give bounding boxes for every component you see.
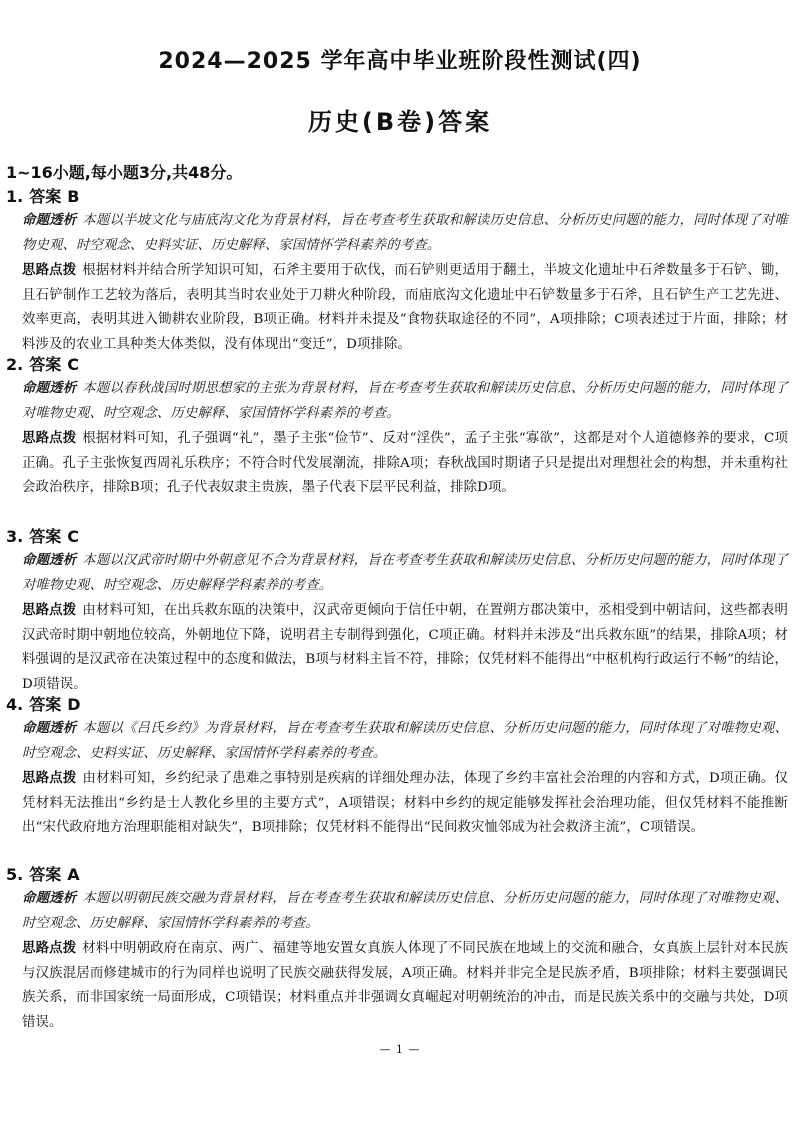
answer-letter: A: [67, 865, 80, 884]
intent-tag: 命题透析: [22, 890, 77, 906]
analysis-paragraph: [22, 766, 788, 841]
analysis-paragraph: [22, 598, 788, 697]
intent-paragraph: [22, 376, 788, 426]
intent-tag: 命题透析: [22, 720, 77, 736]
question-heading: [6, 526, 788, 548]
answer-label: 答案: [29, 355, 62, 374]
question-block-3: [6, 526, 788, 697]
analysis-text: 根据材料并结合所学知识可知，石斧主要用于砍伐，而石铲则更适用于翻土，半坡文化遗址中石斧数量多于石铲、锄，且石铲制作工艺较为落后，表明其当时农业处于刀耕火种阶段，而庙底沟文化遗址中石铲数量多于石斧，且石铲生产工艺先进、效率更高，表明其进入锄耕农业阶段，B项正确。材料并未提及“食物获取途径的不同”，A项排除；C项表述过于片面，排除；材料涉及的农业工具种类大体类似，没有体现出“变迁”，D项排除。: [22, 263, 788, 352]
page-number: — 1 —: [379, 1043, 421, 1056]
intent-tag: 命题透析: [22, 380, 77, 396]
question-number: 5.: [6, 865, 24, 884]
analysis-tag: 思路点拨: [22, 602, 77, 618]
analysis-text: 由材料可知，乡约纪录了患难之事特别是疾病的详细处理办法，体现了乡约丰富社会治理的内容和方式，D项正确。仅凭材料无法推出“乡约是士人教化乡里的主要方式”，A项错误；材料中乡约的规定能够发挥社会治理功能，但仅凭材料不能推断出“宋代政府地方治理职能相对缺失”，B项排除；仅凭材料不能得出“民间救灾恤邻成为社会救济主流”，C项错误。: [22, 771, 788, 835]
analysis-text: 由材料可知，在出兵救东瓯的决策中，汉武帝更倾向于信任中朝，在置朔方郡决策中，丞相受到中朝诘问，这些都表明汉武帝时期中朝地位较高，外朝地位下降，说明君主专制得到强化，C项正确。材料并未涉及“出兵救东瓯”的结果，排除A项；材料强调的是汉武帝在决策过程中的态度和做法，B项与材料主旨不符，排除；仅凭材料不能得出“中枢机构行政运行不畅”的结论，D项错误。: [22, 603, 788, 692]
answer-letter: B: [67, 187, 80, 206]
answer-label: 答案: [29, 695, 62, 714]
question-number: 2.: [6, 355, 24, 374]
question-number: 3.: [6, 527, 24, 546]
analysis-paragraph: [22, 936, 788, 1035]
question-heading: [6, 864, 788, 886]
intent-text: 本题以半坡文化与庙底沟文化为背景材料，旨在考查考生获取和解读历史信息、分析历史问题的能力，同时体现了对唯物史观、时空观念、史料实证、历史解释、家国情怀学科素养的考查。: [22, 213, 788, 253]
analysis-tag: 思路点拨: [22, 770, 77, 786]
analysis-paragraph: [22, 258, 788, 357]
intent-tag: 命题透析: [22, 552, 77, 568]
question-heading: [6, 354, 788, 376]
intent-paragraph: [22, 208, 788, 258]
analysis-text: 材料中明朝政府在南京、两广、福建等地安置女真族人体现了不同民族在地域上的交流和融合，女真族上层针对本民族与汉族混居而修建城市的行为同样也说明了民族交融获得发展，A项正确。材料并非完全是民族矛盾，B项排除；材料主要强调民族关系，而非国家统一局面形成，C项错误；材料重点并非强调女真崛起对明朝统治的冲击，而是民族关系中的交融与共处，D项错误。: [22, 941, 788, 1030]
section-intro: 1~16小题,每小题3分,共48分。: [6, 163, 243, 182]
analysis-tag: 思路点拨: [22, 940, 77, 956]
question-block-2: [6, 354, 788, 501]
answer-letter: D: [67, 695, 81, 714]
question-block-1: [6, 186, 788, 357]
intent-tag: 命题透析: [22, 212, 77, 228]
answer-letter: C: [67, 527, 79, 546]
page-title: 2024—2025 学年高中毕业班阶段性测试(四): [158, 49, 642, 74]
intent-text: 本题以明朝民族交融为背景材料，旨在考查考生获取和解读历史信息、分析历史问题的能力，同时体现了对唯物史观、时空观念、历史解释、家国情怀学科素养的考查。: [22, 891, 788, 931]
question-heading: [6, 694, 788, 716]
answer-label: 答案: [29, 187, 62, 206]
analysis-tag: 思路点拨: [22, 430, 77, 446]
analysis-text: 根据材料可知，孔子强调“礼”，墨子主张“俭节”、反对“淫佚”，孟子主张“寡欲”，这都是对个人道德修养的要求，C项正确。孔子主张恢复西周礼乐秩序；不符合时代发展潮流，排除A项；春秋战国时期诸子只是提出对理想社会的构想，并未重构社会政治秩序，排除B项；孔子代表奴隶主贵族，墨子代表下层平民利益，排除D项。: [22, 431, 788, 495]
answer-letter: C: [67, 355, 79, 374]
question-number: 1.: [6, 187, 24, 206]
question-block-5: [6, 864, 788, 1035]
analysis-tag: 思路点拨: [22, 262, 77, 278]
analysis-paragraph: [22, 426, 788, 501]
intent-text: 本题以春秋战国时期思想家的主张为背景材料，旨在考查考生获取和解读历史信息、分析历史问题的能力，同时体现了对唯物史观、时空观念、历史解释、家国情怀学科素养的考查。: [22, 381, 788, 421]
intent-paragraph: [22, 548, 788, 598]
intent-text: 本题以汉武帝时期中外朝意见不合为背景材料，旨在考查考生获取和解读历史信息、分析历史问题的能力，同时体现了对唯物史观、时空观念、历史解释学科素养的考查。: [22, 553, 788, 593]
answer-label: 答案: [29, 527, 62, 546]
intent-paragraph: [22, 886, 788, 936]
question-number: 4.: [6, 695, 24, 714]
question-block-4: [6, 694, 788, 841]
intent-paragraph: [22, 716, 788, 766]
page-subtitle: 历史(B卷)答案: [307, 108, 493, 136]
answer-label: 答案: [29, 865, 62, 884]
intent-text: 本题以《吕氏乡约》为背景材料，旨在考查考生获取和解读历史信息、分析历史问题的能力，同时体现了对唯物史观、时空观念、史料实证、历史解释、家国情怀学科素养的考查。: [22, 721, 788, 761]
question-heading: [6, 186, 788, 208]
